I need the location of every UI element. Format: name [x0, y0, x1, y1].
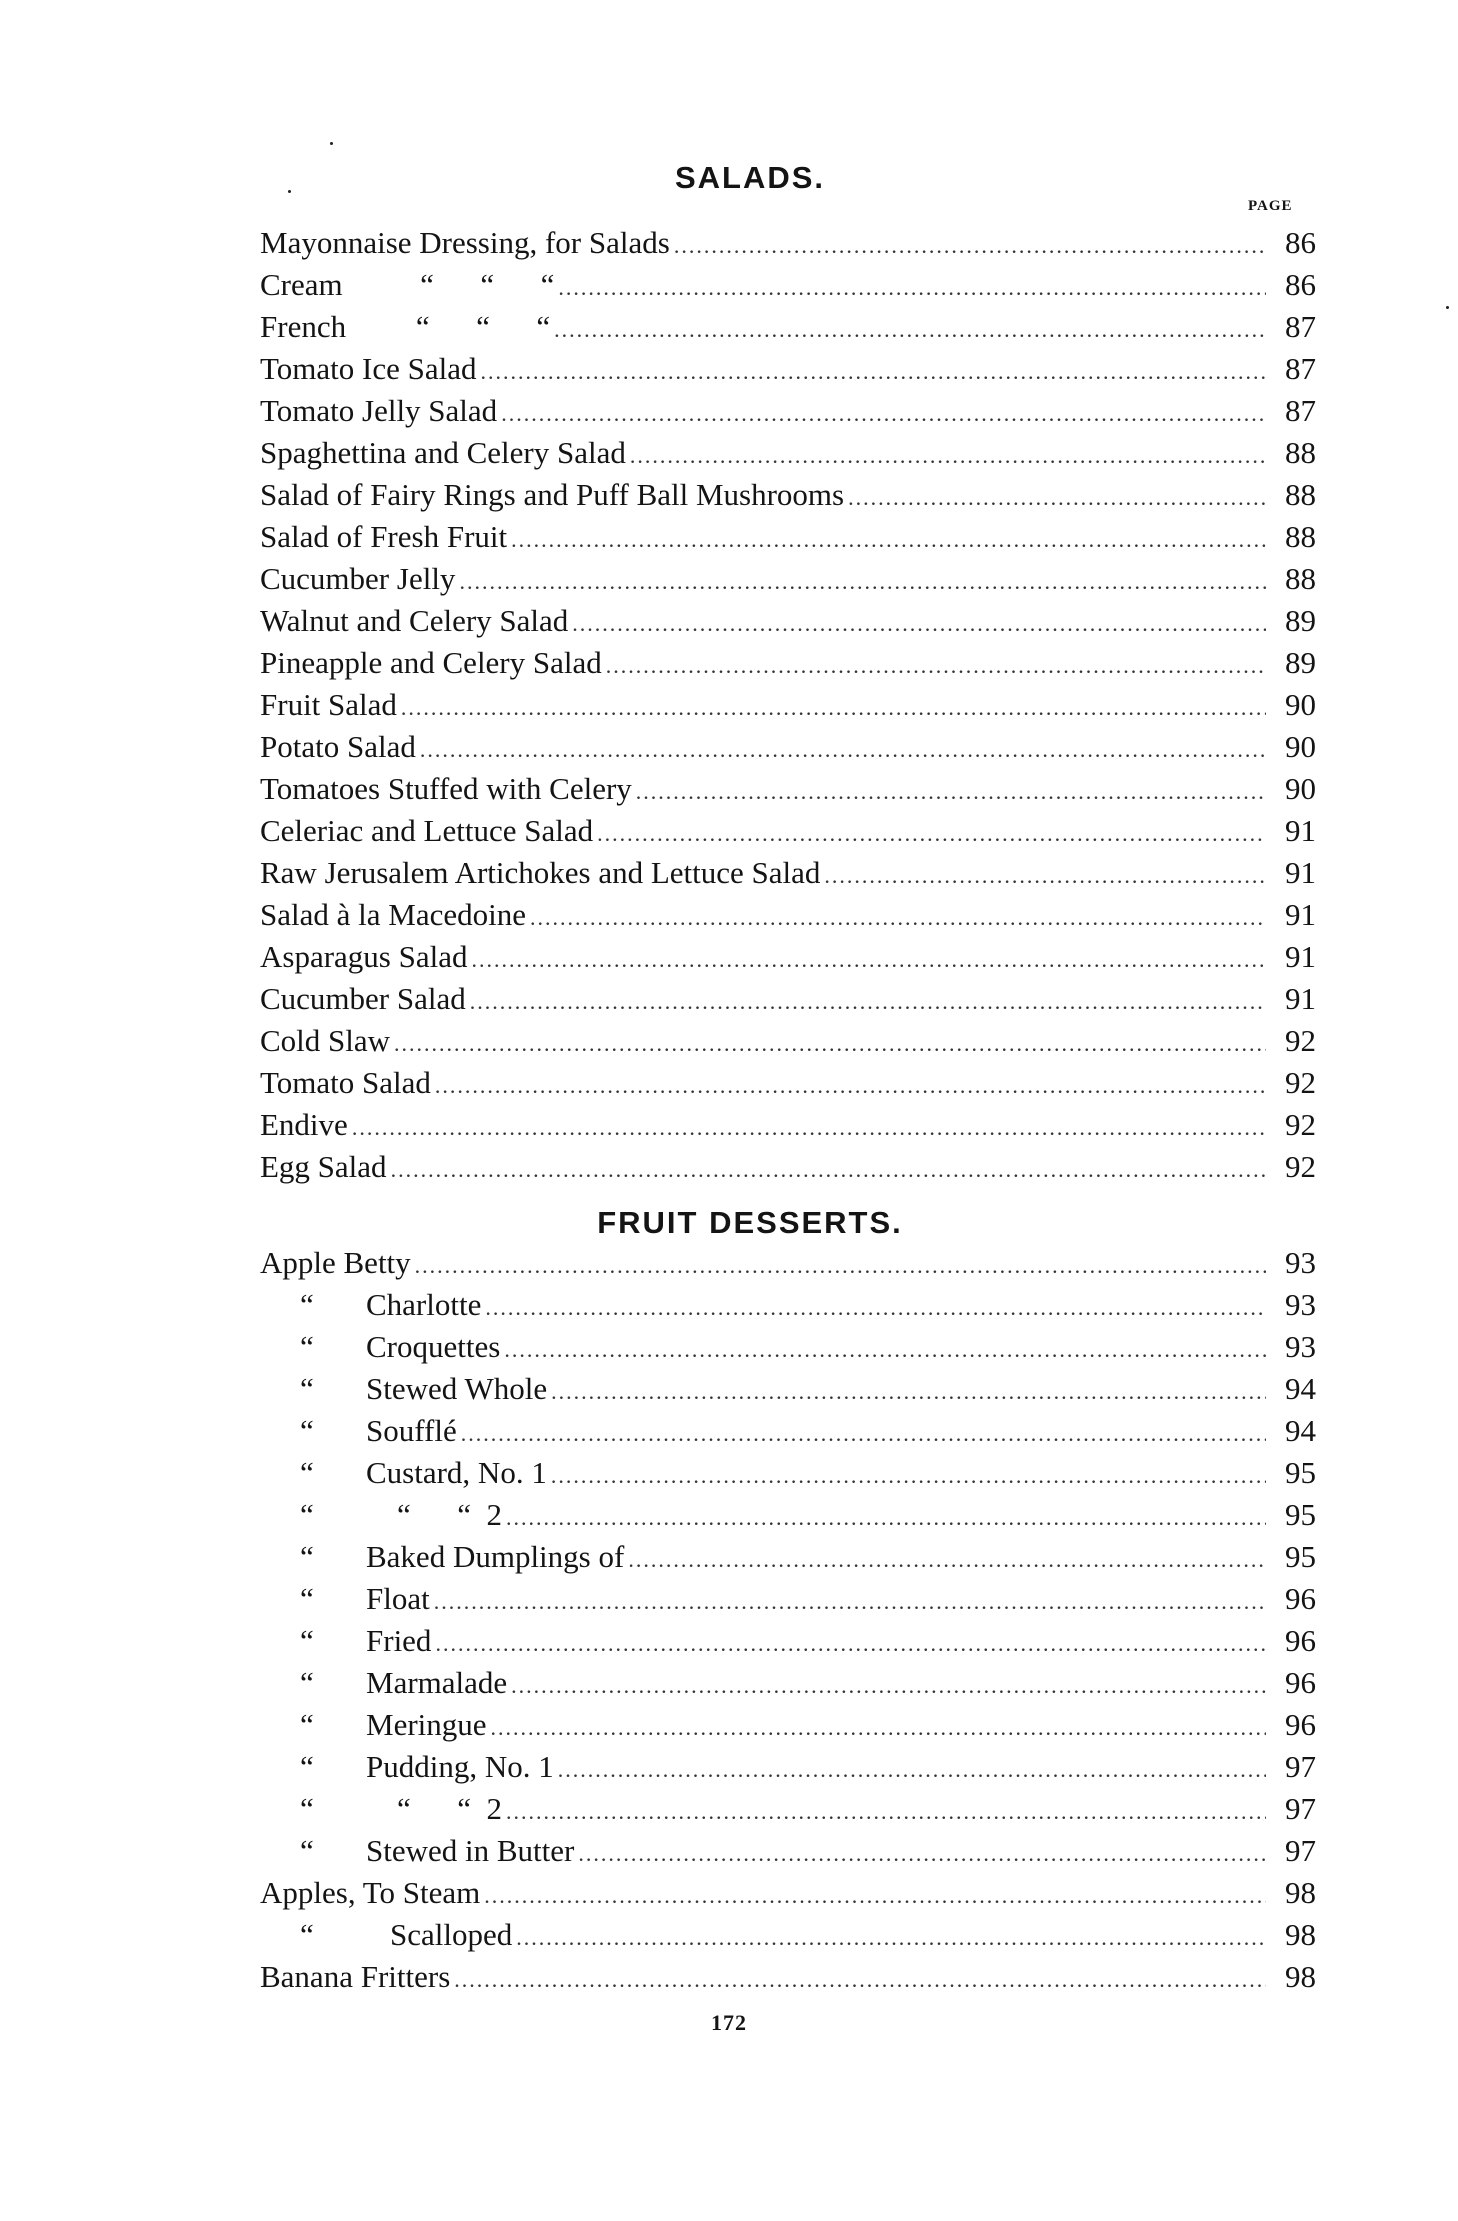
entry-title: Spaghettina and Celery Salad [260, 435, 626, 470]
entry-title: Mayonnaise Dressing, for Salads [260, 225, 670, 260]
dot-leader [606, 645, 1266, 687]
entry-page-number: 97 [1285, 1791, 1316, 1826]
ditto-mark: “ [300, 1833, 314, 1868]
dot-leader [504, 1329, 1266, 1371]
dot-leader [415, 1245, 1266, 1287]
ditto-mark: “ [300, 1455, 314, 1490]
dot-leader [636, 771, 1266, 813]
ditto-mark: “ [300, 1413, 314, 1448]
entry-title: Baked Dumplings of [366, 1539, 625, 1574]
entry-page-number: 96 [1285, 1707, 1316, 1742]
index-entry [260, 1662, 1316, 1704]
entry-title: Cream “ “ “ [260, 267, 555, 302]
dot-leader [401, 687, 1266, 729]
entry-page-number: 93 [1285, 1329, 1316, 1364]
index-entry [260, 222, 1316, 264]
entry-title: “ “ 2 [366, 1497, 503, 1532]
dot-leader [516, 1917, 1266, 1959]
entry-page-number: 92 [1285, 1065, 1316, 1100]
index-entry [260, 558, 1316, 600]
index-entry [260, 1578, 1316, 1620]
index-entry [260, 600, 1316, 642]
ditto-mark: “ [300, 1665, 314, 1700]
index-entry [260, 1704, 1316, 1746]
entry-title: Fruit Salad [260, 687, 397, 722]
index-entry [260, 768, 1316, 810]
entry-title: Salad of Fresh Fruit [260, 519, 508, 554]
dot-leader [435, 1065, 1266, 1107]
entry-title: Salad of Fairy Rings and Puff Ball Mushrooms [260, 477, 845, 512]
entry-page-number: 88 [1285, 519, 1316, 554]
dot-leader [530, 897, 1266, 939]
section-heading-fruit-desserts: FRUIT DESSERTS. [597, 1205, 903, 1240]
entry-page-number: 91 [1285, 855, 1316, 890]
entry-title: Pudding, No. 1 [366, 1749, 554, 1784]
entry-title: Scalloped [390, 1917, 513, 1952]
index-entry [260, 1284, 1316, 1326]
entry-page-number: 97 [1285, 1833, 1316, 1868]
index-entry [260, 1494, 1316, 1536]
entry-title: Raw Jerusalem Artichokes and Lettuce Salad [260, 855, 821, 890]
dot-leader [572, 603, 1266, 645]
index-entry [260, 1536, 1316, 1578]
index-entry [260, 1872, 1316, 1914]
entry-page-number: 98 [1285, 1959, 1316, 1994]
entry-title: Cucumber Jelly [260, 561, 456, 596]
index-entry [260, 306, 1316, 348]
entry-title: Banana Fritters [260, 1959, 451, 1994]
index-entry [260, 348, 1316, 390]
entry-page-number: 86 [1285, 267, 1316, 302]
entry-page-number: 92 [1285, 1107, 1316, 1142]
dot-leader [511, 519, 1266, 561]
index-entry [260, 642, 1316, 684]
entry-title: Fried [366, 1623, 432, 1658]
index-entry [260, 1788, 1316, 1830]
dot-leader [628, 1539, 1266, 1581]
entry-title: Marmalade [366, 1665, 508, 1700]
section-heading-salads: SALADS. [674, 160, 826, 195]
index-entry [260, 264, 1316, 306]
ditto-mark: “ [300, 1707, 314, 1742]
dot-leader [434, 1581, 1266, 1623]
ditto-mark: “ [300, 1371, 314, 1406]
entry-title: Meringue [366, 1707, 487, 1742]
dot-leader [558, 1749, 1266, 1791]
index-entry [260, 1410, 1316, 1452]
dot-leader [506, 1497, 1266, 1539]
dot-leader [554, 309, 1266, 351]
dot-leader [630, 435, 1266, 477]
entry-page-number: 86 [1285, 225, 1316, 260]
entry-title: Salad à la Macedoine [260, 897, 526, 932]
entry-title: Charlotte [366, 1287, 482, 1322]
entry-page-number: 88 [1285, 435, 1316, 470]
index-entry [260, 726, 1316, 768]
index-entry [260, 978, 1316, 1020]
dot-leader [480, 351, 1266, 393]
entry-page-number: 95 [1285, 1455, 1316, 1490]
dot-leader [352, 1107, 1266, 1149]
entry-title: Soufflé [366, 1413, 457, 1448]
entry-title: Croquettes [366, 1329, 501, 1364]
entry-page-number: 94 [1285, 1371, 1316, 1406]
entry-page-number: 97 [1285, 1749, 1316, 1784]
ditto-mark: “ [300, 1749, 314, 1784]
ditto-mark: “ [300, 1497, 314, 1532]
index-entry [260, 1956, 1316, 1998]
ditto-mark: “ [300, 1287, 314, 1322]
ink-speck [330, 142, 333, 145]
dot-leader [848, 477, 1266, 519]
entry-page-number: 91 [1285, 939, 1316, 974]
entry-title: Asparagus Salad [260, 939, 468, 974]
ditto-mark: “ [300, 1329, 314, 1364]
dot-leader [824, 855, 1266, 897]
dot-leader [394, 1023, 1266, 1065]
dot-leader [471, 939, 1266, 981]
entry-page-number: 92 [1285, 1023, 1316, 1058]
ditto-mark: “ [300, 1623, 314, 1658]
entry-page-number: 96 [1285, 1623, 1316, 1658]
entry-page-number: 87 [1285, 309, 1316, 344]
entry-page-number: 98 [1285, 1917, 1316, 1952]
entry-title: Stewed Whole [366, 1371, 548, 1406]
dot-leader [470, 981, 1266, 1023]
dot-leader [578, 1833, 1266, 1875]
dot-leader [454, 1959, 1266, 2001]
entry-title: Tomato Ice Salad [260, 351, 477, 386]
dot-leader [485, 1287, 1266, 1329]
entry-page-number: 88 [1285, 477, 1316, 512]
dot-leader [484, 1875, 1266, 1917]
index-entry [260, 432, 1316, 474]
entry-page-number: 87 [1285, 351, 1316, 386]
dot-leader [551, 1371, 1266, 1413]
entry-page-number: 96 [1285, 1581, 1316, 1616]
entry-title: Celeriac and Lettuce Salad [260, 813, 594, 848]
entry-page-number: 91 [1285, 981, 1316, 1016]
ink-speck [1446, 306, 1449, 309]
entry-title: Tomato Jelly Salad [260, 393, 498, 428]
entry-page-number: 89 [1285, 603, 1316, 638]
index-entry [260, 390, 1316, 432]
dot-leader [551, 1455, 1266, 1497]
salads-index-list [260, 222, 1316, 1188]
entry-page-number: 95 [1285, 1497, 1316, 1532]
dot-leader [597, 813, 1266, 855]
entry-page-number: 94 [1285, 1413, 1316, 1448]
dot-leader [501, 393, 1266, 435]
index-entry [260, 1452, 1316, 1494]
index-entry [260, 1620, 1316, 1662]
entry-title: Pineapple and Celery Salad [260, 645, 602, 680]
index-entry [260, 1914, 1316, 1956]
entry-page-number: 87 [1285, 393, 1316, 428]
entry-title: Apple Betty [260, 1245, 411, 1280]
dot-leader [435, 1623, 1266, 1665]
index-entry [260, 1146, 1316, 1188]
entry-title: Walnut and Celery Salad [260, 603, 569, 638]
dot-leader [558, 267, 1266, 309]
ditto-mark: “ [300, 1581, 314, 1616]
index-entry [260, 1104, 1316, 1146]
entry-page-number: 88 [1285, 561, 1316, 596]
entry-page-number: 90 [1285, 729, 1316, 764]
index-entry [260, 810, 1316, 852]
entry-page-number: 96 [1285, 1665, 1316, 1700]
entry-page-number: 91 [1285, 813, 1316, 848]
entry-title: “ “ 2 [366, 1791, 503, 1826]
entry-page-number: 93 [1285, 1287, 1316, 1322]
entry-page-number: 92 [1285, 1149, 1316, 1184]
entry-page-number: 91 [1285, 897, 1316, 932]
index-entry [260, 1368, 1316, 1410]
entry-page-number: 95 [1285, 1539, 1316, 1574]
dot-leader [459, 561, 1266, 603]
entry-page-number: 98 [1285, 1875, 1316, 1910]
ditto-mark: “ [300, 1791, 314, 1826]
entry-page-number: 89 [1285, 645, 1316, 680]
entry-title: Float [366, 1581, 430, 1616]
entry-title: Tomato Salad [260, 1065, 431, 1100]
entry-title: Apples, To Steam [260, 1875, 481, 1910]
index-entry [260, 1020, 1316, 1062]
entry-title: Cucumber Salad [260, 981, 466, 1016]
page-column-label: PAGE [1248, 198, 1293, 214]
ditto-mark: “ [300, 1539, 314, 1574]
ditto-mark: “ [300, 1917, 314, 1952]
entry-page-number: 90 [1285, 771, 1316, 806]
entry-title: Tomatoes Stuffed with Celery [260, 771, 632, 806]
dot-leader [511, 1665, 1266, 1707]
page-number: 172 [711, 2010, 747, 2035]
dot-leader [420, 729, 1266, 771]
index-entry [260, 684, 1316, 726]
index-entry [260, 1242, 1316, 1284]
entry-title: Stewed in Butter [366, 1833, 575, 1868]
index-entry [260, 1830, 1316, 1872]
dot-leader [491, 1707, 1266, 1749]
index-entry [260, 1746, 1316, 1788]
index-entry [260, 1062, 1316, 1104]
dot-leader [391, 1149, 1266, 1191]
index-entry [260, 474, 1316, 516]
index-entry [260, 894, 1316, 936]
entry-title: Cold Slaw [260, 1023, 391, 1058]
index-entry [260, 852, 1316, 894]
index-entry [260, 936, 1316, 978]
index-entry [260, 1326, 1316, 1368]
index-entry [260, 516, 1316, 558]
entry-title: Endive [260, 1107, 348, 1142]
fruit-desserts-index-list [260, 1242, 1316, 1998]
entry-title: Potato Salad [260, 729, 416, 764]
dot-leader [461, 1413, 1266, 1455]
dot-leader [674, 225, 1266, 267]
dot-leader [506, 1791, 1266, 1833]
entry-page-number: 90 [1285, 687, 1316, 722]
entry-title: French “ “ “ [260, 309, 551, 344]
entry-title: Egg Salad [260, 1149, 387, 1184]
entry-title: Custard, No. 1 [366, 1455, 547, 1490]
entry-page-number: 93 [1285, 1245, 1316, 1280]
